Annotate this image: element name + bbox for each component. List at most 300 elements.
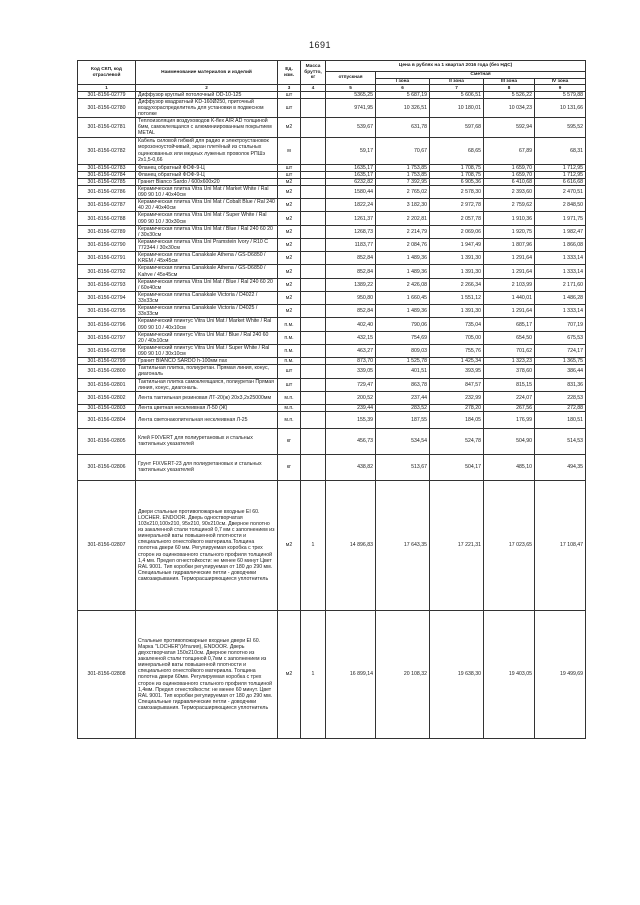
cell-unit: п.м.: [278, 331, 301, 344]
cell-unit: шт: [278, 171, 301, 178]
cell-code: 301-8156-02792: [78, 265, 136, 278]
cell-code: 301-8156-02787: [78, 199, 136, 212]
cell-unit: м2: [278, 238, 301, 251]
cell-release-price: 1580,44: [326, 185, 376, 198]
cell-code: 301-8156-02789: [78, 225, 136, 238]
cell-zone1-price: 513,67: [376, 454, 430, 480]
cell-name: Лента цветная несклеивная Л-50 (Ж): [136, 404, 278, 411]
cell-zone4-price: 1 712,95: [535, 164, 586, 171]
table-row: [78, 171, 586, 178]
cell-zone1-price: 754,69: [376, 331, 430, 344]
table-row: [78, 404, 586, 411]
header-code: Код СКП, код отраслевой: [78, 61, 136, 85]
cell-release-price: 1635,17: [326, 171, 376, 178]
cell-zone3-price: 1 659,70: [484, 164, 535, 171]
column-number: 9: [535, 85, 586, 91]
cell-zone3-price: 815,15: [484, 378, 535, 391]
header-mass: Масса брутто, кг: [301, 61, 326, 85]
cell-mass: [301, 318, 326, 331]
cell-zone1-price: 17 643,35: [376, 480, 430, 610]
cell-zone1-price: 1 753,85: [376, 171, 430, 178]
header-release: отпускная: [326, 72, 376, 85]
cell-zone1-price: 20 108,32: [376, 610, 430, 738]
cell-zone2-price: 1 391,30: [430, 265, 484, 278]
cell-code: 301-8156-02800: [78, 365, 136, 378]
cell-name: Керамическая плитка Vitra Uni Mat / Blue / Ral 240 60 20 / 30х30см: [136, 225, 278, 238]
header-price-title: Цена в рублях на 1 квартал 2016 года (без НДС): [326, 61, 586, 72]
table-row: [78, 331, 586, 344]
cell-name: Кабель силовой гибкий для радио и электроустановок морозоноустойчивый, экран плетёный из стальных оцинкованных или медных луженых проволок РПШэ 2х1,5-0,66: [136, 137, 278, 164]
table-row: [78, 454, 586, 480]
cell-zone4-price: 386,44: [535, 365, 586, 378]
cell-zone2-price: 6 905,36: [430, 178, 484, 185]
table-row: [78, 358, 586, 365]
cell-name: Гранит Bianco Sardo / 600х600х20: [136, 178, 278, 185]
cell-zone2-price: 2 069,06: [430, 225, 484, 238]
cell-zone1-price: 809,03: [376, 344, 430, 357]
cell-code: 301-8156-02786: [78, 185, 136, 198]
column-number: 7: [430, 85, 484, 91]
cell-release-price: 1389,22: [326, 278, 376, 291]
cell-mass: [301, 225, 326, 238]
table-row: [78, 428, 586, 454]
cell-zone3-price: 1 910,36: [484, 212, 535, 225]
cell-release-price: 9741,95: [326, 98, 376, 117]
cell-mass: [301, 238, 326, 251]
cell-mass: [301, 411, 326, 428]
cell-zone4-price: 1 333,14: [535, 252, 586, 265]
cell-zone2-price: 1 391,30: [430, 252, 484, 265]
cell-name: Лента светонакопительная несклеивная Л-25: [136, 411, 278, 428]
cell-name: Теплоизоляция воздуховодов K-flex AIR AD толщиной 6мм, самоклеящаяся с алюминиированным покрытием METAL: [136, 118, 278, 137]
column-number: 3: [278, 85, 301, 91]
cell-zone3-price: 654,50: [484, 331, 535, 344]
cell-unit: м2: [278, 185, 301, 198]
cell-zone4-price: 10 131,66: [535, 98, 586, 117]
cell-unit: м2: [278, 305, 301, 318]
cell-unit: м2: [278, 291, 301, 304]
cell-zone1-price: 1 525,78: [376, 358, 430, 365]
cell-zone3-price: 1 291,64: [484, 265, 535, 278]
table-row: [78, 610, 586, 738]
cell-unit: кг: [278, 454, 301, 480]
cell-zone2-price: 10 180,01: [430, 98, 484, 117]
cell-zone4-price: 1 712,95: [535, 171, 586, 178]
cell-mass: [301, 278, 326, 291]
cell-zone4-price: 1 982,47: [535, 225, 586, 238]
cell-zone4-price: 272,88: [535, 404, 586, 411]
cell-code: 301-8156-02801: [78, 378, 136, 391]
cell-mass: [301, 137, 326, 164]
table-row: [78, 212, 586, 225]
cell-release-price: 16 899,14: [326, 610, 376, 738]
cell-zone2-price: 705,00: [430, 331, 484, 344]
table-row: [78, 278, 586, 291]
column-number: 6: [376, 85, 430, 91]
header-zone4: IV зона: [535, 78, 586, 85]
cell-zone1-price: 2 202,81: [376, 212, 430, 225]
cell-zone3-price: 1 440,01: [484, 291, 535, 304]
cell-zone1-price: 1 489,36: [376, 305, 430, 318]
cell-release-price: 1635,17: [326, 164, 376, 171]
cell-mass: [301, 454, 326, 480]
cell-code: 301-8156-02788: [78, 212, 136, 225]
cell-mass: [301, 212, 326, 225]
cell-zone1-price: 3 182,30: [376, 199, 430, 212]
cell-mass: [301, 291, 326, 304]
cell-zone1-price: 2 084,76: [376, 238, 430, 251]
cell-zone2-price: 504,17: [430, 454, 484, 480]
cell-name: Керамический плинтус Vitra Uni Mat / Blue / Ral 240 60 20 / 40х10см: [136, 331, 278, 344]
cell-code: 301-8156-02806: [78, 454, 136, 480]
cell-zone1-price: 863,78: [376, 378, 430, 391]
cell-mass: 1: [301, 610, 326, 738]
cell-unit: м2: [278, 178, 301, 185]
table-row: [78, 164, 586, 171]
cell-zone3-price: 67,89: [484, 137, 535, 164]
cell-unit: шт: [278, 98, 301, 117]
cell-release-price: 1183,77: [326, 238, 376, 251]
cell-mass: [301, 358, 326, 365]
cell-zone4-price: 1 333,14: [535, 265, 586, 278]
cell-zone2-price: 735,04: [430, 318, 484, 331]
cell-name: Тактильная плитка, полиуретан. Прямая линия, конус, диагональ: [136, 365, 278, 378]
cell-zone2-price: 184,05: [430, 411, 484, 428]
cell-release-price: 432,15: [326, 331, 376, 344]
cell-code: 301-8156-02790: [78, 238, 136, 251]
cell-zone2-price: 1 708,75: [430, 164, 484, 171]
cell-code: 301-8156-02785: [78, 178, 136, 185]
cell-zone4-price: 5 579,88: [535, 91, 586, 98]
cell-release-price: 539,67: [326, 118, 376, 137]
cell-zone1-price: 283,52: [376, 404, 430, 411]
cell-zone1-price: 1 489,36: [376, 252, 430, 265]
cell-code: 301-8156-02783: [78, 164, 136, 171]
cell-code: 301-8156-02794: [78, 291, 136, 304]
cell-zone4-price: 595,52: [535, 118, 586, 137]
cell-unit: шт: [278, 378, 301, 391]
cell-mass: 1: [301, 480, 326, 610]
cell-mass: [301, 331, 326, 344]
cell-zone1-price: 631,78: [376, 118, 430, 137]
cell-zone1-price: 237,44: [376, 391, 430, 404]
cell-name: Лента тактильная резиновая ЛТ-20(ж) 20х3,2х25000мм: [136, 391, 278, 404]
cell-mass: [301, 98, 326, 117]
cell-name: Диффузор квадратный KD-160Ø250, приточный воздухораспределитель для установки в подвесном потолке: [136, 98, 278, 117]
header-zone2: II зона: [430, 78, 484, 85]
cell-release-price: 339,05: [326, 365, 376, 378]
table-row: [78, 391, 586, 404]
cell-release-price: 6232,82: [326, 178, 376, 185]
cell-name: Стальные противопожарные входные двери EI 60. Марка "LOCHER"(Италия), ENDOOR. Дверь двухстворчатая 150х210см. Дверное полотно из закаленной стали толщиной 0,7мм с заполнением из минеральной ваты повышенной плотности и специального огнестойкого материала. Толщина полотна двери 60мм. Регулируемая коробка с трех сторон из оцинкованного стального профиля толщиной 1,4мм. Предел огнестойкости: не менее 60 минут. Цвет RAL 9001. Тип коробки регулируемая от 180 до 290 мм. Специальные гидравлические петли - доводчики самозакрывания. Терморасширяющиеся уплотнитель: [136, 610, 278, 738]
cell-zone3-price: 17 023,65: [484, 480, 535, 610]
cell-zone4-price: 1 333,14: [535, 305, 586, 318]
cell-zone3-price: 176,99: [484, 411, 535, 428]
cell-zone3-price: 1 323,23: [484, 358, 535, 365]
cell-zone4-price: 6 616,68: [535, 178, 586, 185]
cell-name: Клей FIXVERT для полиуретановых и стальных тактильных указателей: [136, 428, 278, 454]
column-number: 4: [301, 85, 326, 91]
table-row: [78, 344, 586, 357]
cell-mass: [301, 164, 326, 171]
cell-unit: м2: [278, 480, 301, 610]
cell-zone3-price: 592,94: [484, 118, 535, 137]
cell-zone3-price: 267,56: [484, 404, 535, 411]
cell-zone4-price: 17 108,47: [535, 480, 586, 610]
cell-unit: п.м.: [278, 358, 301, 365]
cell-release-price: 59,17: [326, 137, 376, 164]
table-row: [78, 199, 586, 212]
cell-release-price: 729,47: [326, 378, 376, 391]
cell-zone1-price: 7 392,95: [376, 178, 430, 185]
header-unit: Ед. изм.: [278, 61, 301, 85]
cell-name: Двери стальные противопожарные входные EI 60. LOCHER. ENDOOR. Дверь одностворчатая 103х210,100х210, 95х210, 90х210см. Дверное полотно из закаленной стали толщиной 0,7 мм с заполнением из минеральной ваты повышенной плотности и специального огнестойкого материала.Толщина полотна двери 60 мм. Регулируемая коробка с трех сторон из оцинкованного стального профиля толщиной 1,4 мм. Предел огнестойкости: не менее 60 минут Цвет RAL 9001. Тип коробки регулируемая от 180 до 290 мм. Специальные гидравлические петли - доводчики самозакрывания. Терморасширяющиеся уплотнитель: [136, 480, 278, 610]
cell-unit: м2: [278, 278, 301, 291]
column-number: 5: [326, 85, 376, 91]
cell-unit: м: [278, 137, 301, 164]
cell-name: Гранит BIANCO SARDO h-100мм пах: [136, 358, 278, 365]
cell-zone2-price: 2 578,30: [430, 185, 484, 198]
table-row: [78, 291, 586, 304]
header-zone3: III зона: [484, 78, 535, 85]
cell-zone1-price: 187,55: [376, 411, 430, 428]
cell-code: 301-8156-02808: [78, 610, 136, 738]
cell-unit: м2: [278, 212, 301, 225]
table-row: [78, 480, 586, 610]
cell-name: Керамическая плитка Vitra Uni Mat / Cobalt Blue / Ral 240 40 20 / 40х40см: [136, 199, 278, 212]
cell-code: 301-8156-02802: [78, 391, 136, 404]
cell-name: Керамическая плитка Vitra Uni Mat / Market White / Ral 090 90 10 / 40х40см: [136, 185, 278, 198]
cell-release-price: 239,44: [326, 404, 376, 411]
cell-zone3-price: 6 410,68: [484, 178, 535, 185]
cell-name: Керамическая плитка Vitra Uni Mat / Super White / Ral 090 90 10 / 30х30см: [136, 212, 278, 225]
cell-name: Керамическая плитка Canakkale Athena / GS-D6850 / Kahve / 45х45см: [136, 265, 278, 278]
cell-zone2-price: 68,65: [430, 137, 484, 164]
cell-zone3-price: 378,60: [484, 365, 535, 378]
cell-zone3-price: 19 403,05: [484, 610, 535, 738]
cell-release-price: 950,80: [326, 291, 376, 304]
cell-name: Керамический плинтус Vitra Uni Mat / Market White / Ral 090 90 10 / 40х10см: [136, 318, 278, 331]
cell-mass: [301, 378, 326, 391]
cell-code: 301-8156-02807: [78, 480, 136, 610]
cell-name: Фланец обратный ФОФ-9-Ц: [136, 171, 278, 178]
cell-code: 301-8156-02803: [78, 404, 136, 411]
cell-zone4-price: 675,53: [535, 331, 586, 344]
table-row: [78, 225, 586, 238]
cell-code: 301-8156-02782: [78, 137, 136, 164]
cell-zone3-price: 1 291,64: [484, 252, 535, 265]
cell-zone4-price: 2 470,51: [535, 185, 586, 198]
column-number: 2: [136, 85, 278, 91]
cell-mass: [301, 171, 326, 178]
cell-zone3-price: 224,07: [484, 391, 535, 404]
cell-zone4-price: 2 848,50: [535, 199, 586, 212]
cell-name: Керамическая плитка Vitra Uni Mat / Blue / Ral 240 60 20 / 60х40см: [136, 278, 278, 291]
cell-unit: м.п.: [278, 411, 301, 428]
cell-unit: м2: [278, 199, 301, 212]
cell-mass: [301, 178, 326, 185]
cell-zone1-price: 2 765,02: [376, 185, 430, 198]
cell-zone4-price: 831,36: [535, 378, 586, 391]
table-row: [78, 318, 586, 331]
table-row: [78, 98, 586, 117]
header-estimated: Сметная: [376, 72, 586, 79]
cell-zone1-price: 2 426,08: [376, 278, 430, 291]
cell-zone1-price: 70,67: [376, 137, 430, 164]
table-row: [78, 91, 586, 98]
cell-code: 301-8156-02798: [78, 344, 136, 357]
cell-unit: м2: [278, 118, 301, 137]
cell-zone3-price: 1 920,75: [484, 225, 535, 238]
cell-unit: п.м.: [278, 344, 301, 357]
cell-unit: м2: [278, 225, 301, 238]
cell-zone4-price: 1 365,75: [535, 358, 586, 365]
cell-zone4-price: 228,53: [535, 391, 586, 404]
table-row: [78, 238, 586, 251]
cell-release-price: 402,40: [326, 318, 376, 331]
cell-code: 301-8156-02804: [78, 411, 136, 428]
cell-zone2-price: 1 947,49: [430, 238, 484, 251]
cell-zone1-price: 1 660,45: [376, 291, 430, 304]
cell-release-price: 873,70: [326, 358, 376, 365]
cell-zone2-price: 847,57: [430, 378, 484, 391]
header-name: Наименование материалов и изделий: [136, 61, 278, 85]
cell-zone2-price: 5 606,51: [430, 91, 484, 98]
cell-release-price: 5365,25: [326, 91, 376, 98]
cell-zone2-price: 1 425,34: [430, 358, 484, 365]
cell-zone3-price: 1 659,70: [484, 171, 535, 178]
cell-zone4-price: 494,35: [535, 454, 586, 480]
cell-release-price: 155,39: [326, 411, 376, 428]
cell-code: 301-8156-02793: [78, 278, 136, 291]
cell-release-price: 463,27: [326, 344, 376, 357]
cell-code: 301-8156-02791: [78, 252, 136, 265]
cell-unit: шт: [278, 164, 301, 171]
cell-zone1-price: 5 687,19: [376, 91, 430, 98]
cell-name: Керамическая плитка Canakkale Athena / GS-D6850 / KREM / 45х45см: [136, 252, 278, 265]
cell-zone1-price: 1 489,36: [376, 265, 430, 278]
cell-zone2-price: 1 551,12: [430, 291, 484, 304]
cell-zone2-price: 17 221,31: [430, 480, 484, 610]
table-row: [78, 365, 586, 378]
cell-release-price: 1822,24: [326, 199, 376, 212]
cell-zone2-price: 2 057,78: [430, 212, 484, 225]
cell-zone1-price: 1 753,85: [376, 164, 430, 171]
cell-zone3-price: 2 759,62: [484, 199, 535, 212]
cell-name: Фланец обратный ФОФ-9-Ц: [136, 164, 278, 171]
cell-release-price: 456,73: [326, 428, 376, 454]
price-table: [77, 60, 586, 739]
cell-zone1-price: 790,06: [376, 318, 430, 331]
cell-zone1-price: 2 214,79: [376, 225, 430, 238]
cell-mass: [301, 185, 326, 198]
cell-zone4-price: 19 499,69: [535, 610, 586, 738]
cell-code: 301-8156-02797: [78, 331, 136, 344]
cell-mass: [301, 199, 326, 212]
cell-name: Керамический плинтус Vitra Uni Mat / Super White / Ral 090 90 10 / 30х10см: [136, 344, 278, 357]
cell-zone3-price: 2 393,60: [484, 185, 535, 198]
cell-zone3-price: 10 034,23: [484, 98, 535, 117]
cell-code: 301-8156-02796: [78, 318, 136, 331]
cell-release-price: 14 896,83: [326, 480, 376, 610]
cell-unit: шт: [278, 91, 301, 98]
cell-zone2-price: 278,20: [430, 404, 484, 411]
cell-mass: [301, 344, 326, 357]
cell-zone4-price: 724,17: [535, 344, 586, 357]
cell-zone2-price: 597,68: [430, 118, 484, 137]
table-body: [78, 91, 586, 738]
cell-zone2-price: 1 708,75: [430, 171, 484, 178]
cell-name: Керамическая плитка Vitra Uni Pramstein Ivory / R10 C 772344 / 30х30см: [136, 238, 278, 251]
cell-name: Тактильная плитка самоклеящаяся, полиуретан Прямая линия, конус, диагональ.: [136, 378, 278, 391]
cell-zone2-price: 2 972,78: [430, 199, 484, 212]
cell-zone4-price: 180,51: [535, 411, 586, 428]
cell-zone2-price: 2 266,34: [430, 278, 484, 291]
cell-zone3-price: 485,10: [484, 454, 535, 480]
cell-zone1-price: 10 326,51: [376, 98, 430, 117]
header-zone1: I зона: [376, 78, 430, 85]
cell-code: 301-8156-02780: [78, 98, 136, 117]
cell-zone2-price: 393,95: [430, 365, 484, 378]
cell-mass: [301, 391, 326, 404]
table-row: [78, 411, 586, 428]
cell-zone2-price: 1 391,30: [430, 305, 484, 318]
cell-zone4-price: 2 171,60: [535, 278, 586, 291]
cell-name: Керамическая плитка Canakkale Victoria / D4022 / 33х33см: [136, 291, 278, 304]
cell-code: 301-8156-02779: [78, 91, 136, 98]
cell-zone2-price: 524,78: [430, 428, 484, 454]
cell-name: Диффузор круглый потолочный OD-10-125: [136, 91, 278, 98]
table-row: [78, 118, 586, 137]
table-row: [78, 265, 586, 278]
cell-zone3-price: 1 807,96: [484, 238, 535, 251]
cell-unit: м.п.: [278, 391, 301, 404]
table-row: [78, 137, 586, 164]
cell-release-price: 438,82: [326, 454, 376, 480]
cell-mass: [301, 252, 326, 265]
table-row: [78, 252, 586, 265]
cell-unit: п.м.: [278, 318, 301, 331]
cell-mass: [301, 118, 326, 137]
cell-mass: [301, 91, 326, 98]
cell-zone4-price: 514,53: [535, 428, 586, 454]
cell-code: 301-8156-02784: [78, 171, 136, 178]
cell-code: 301-8156-02795: [78, 305, 136, 318]
cell-code: 301-8156-02799: [78, 358, 136, 365]
table-row: [78, 185, 586, 198]
page-number: 1691: [308, 40, 332, 50]
cell-zone4-price: 1 486,28: [535, 291, 586, 304]
cell-name: Грунт FIXVERT-23 для полиуретановых и стальных тактильных указателей: [136, 454, 278, 480]
cell-zone3-price: 5 526,22: [484, 91, 535, 98]
cell-zone1-price: 534,54: [376, 428, 430, 454]
cell-unit: м2: [278, 252, 301, 265]
table-row: [78, 305, 586, 318]
cell-release-price: 852,84: [326, 265, 376, 278]
cell-release-price: 852,84: [326, 305, 376, 318]
cell-zone4-price: 1 971,75: [535, 212, 586, 225]
cell-zone3-price: 504,90: [484, 428, 535, 454]
cell-release-price: 1268,73: [326, 225, 376, 238]
cell-mass: [301, 404, 326, 411]
cell-unit: кг: [278, 428, 301, 454]
table-row: [78, 378, 586, 391]
cell-mass: [301, 428, 326, 454]
cell-unit: м.п.: [278, 404, 301, 411]
cell-name: Керамическая плитка Canakkale Victoria / D4025 / 33х33см: [136, 305, 278, 318]
cell-zone4-price: 68,31: [535, 137, 586, 164]
cell-zone2-price: 19 638,30: [430, 610, 484, 738]
